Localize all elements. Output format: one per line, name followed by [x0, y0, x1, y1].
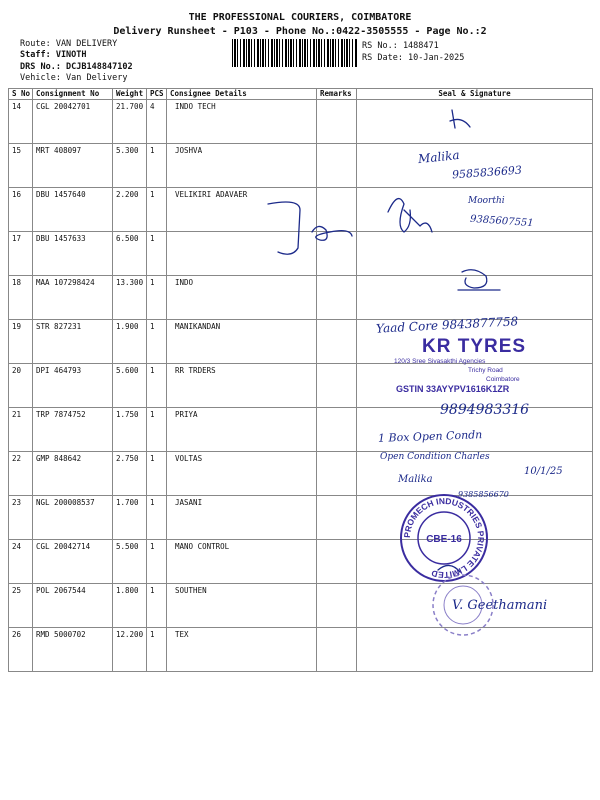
cell-consignee: JOSHVA [167, 144, 317, 188]
cell-sno: 24 [9, 540, 33, 584]
cell-consignee: VOLTAS [167, 452, 317, 496]
cell-pcs: 1 [147, 320, 167, 364]
rs-number: RS No.: 1488471 [362, 41, 439, 51]
col-sno: S No [9, 89, 33, 100]
col-consignment: Consignment No [33, 89, 113, 100]
cell-pcs: 4 [147, 100, 167, 144]
cell-pcs: 1 [147, 584, 167, 628]
hw-row17-name: Moorthi [468, 196, 505, 206]
col-weight: Weight [113, 89, 147, 100]
cell-consignment: RMD 5000702 [33, 628, 113, 672]
rs-date: RS Date: 10-Jan-2025 [362, 53, 465, 63]
col-seal-signature: Seal & Signature [357, 89, 593, 100]
cell-consignment: NGL 200008537 [33, 496, 113, 540]
hw-row15-name: Malika [417, 147, 461, 167]
cell-consignment: DBU 1457633 [33, 232, 113, 276]
cell-sno: 20 [9, 364, 33, 408]
hw-row23-name: Malika [398, 474, 433, 485]
stamp-kr-tyres-addr1: 120/3 Sree Sivasakthi Agencies [394, 358, 486, 365]
cell-weight: 5.600 [113, 364, 147, 408]
cell-pcs: 1 [147, 408, 167, 452]
cell-consignment: CGL 20042701 [33, 100, 113, 144]
cell-weight: 13.300 [113, 276, 147, 320]
cell-consignee: MANIKANDAN [167, 320, 317, 364]
cell-weight: 2.750 [113, 452, 147, 496]
cell-consignment: STR 827231 [33, 320, 113, 364]
cell-consignment: CGL 20042714 [33, 540, 113, 584]
cell-sno: 21 [9, 408, 33, 452]
cell-consignee: INDO [167, 276, 317, 320]
col-pcs: PCS [147, 89, 167, 100]
signature-row14 [450, 110, 470, 128]
cell-consignment: POL 2067544 [33, 584, 113, 628]
company-title: THE PROFESSIONAL COURIERS, COIMBATORE [188, 12, 412, 23]
hw-row19-note: Yaad Core 9843877758 [375, 314, 519, 336]
cell-sno: 17 [9, 232, 33, 276]
cell-weight: 6.500 [113, 232, 147, 276]
cell-sno: 23 [9, 496, 33, 540]
cell-weight: 5.500 [113, 540, 147, 584]
cell-weight: 2.200 [113, 188, 147, 232]
vehicle-label: Vehicle: Van Delivery [20, 73, 128, 83]
cell-pcs: 1 [147, 628, 167, 672]
cell-pcs: 1 [147, 364, 167, 408]
stamp-kr-tyres-name: KR TYRES [422, 336, 527, 357]
cell-consignee: JASANI [167, 496, 317, 540]
stamp-promech-ring-text: PROMECH INDUSTRIES PRIVATE LIMITED [401, 495, 487, 581]
hw-row17-phone: 9385607551 [469, 213, 534, 230]
cell-pcs: 1 [147, 496, 167, 540]
cell-weight: 1.800 [113, 584, 147, 628]
hw-row21-phone: 9894983316 [440, 402, 530, 418]
signature-row18-circle [458, 270, 500, 290]
cell-consignee: INDO TECH [167, 100, 317, 144]
cell-sno: 19 [9, 320, 33, 364]
signature-row17-right [388, 199, 432, 232]
cell-consignment: TRP 7874752 [33, 408, 113, 452]
hw-row23-note: Open Condition Charles [380, 452, 490, 462]
cell-weight: 12.200 [113, 628, 147, 672]
stamp-promech-center: CBE-16 [426, 534, 462, 545]
cell-pcs: 1 [147, 188, 167, 232]
cell-consignee: SOUTHEN [167, 584, 317, 628]
cell-pcs: 1 [147, 276, 167, 320]
hw-row24-phone: 9385856670 [458, 490, 509, 499]
stamp-kr-tyres-addr2: Trichy Road [468, 367, 503, 374]
cell-sno: 16 [9, 188, 33, 232]
cell-sno: 26 [9, 628, 33, 672]
cell-sno: 15 [9, 144, 33, 188]
signature-row16-17 [268, 202, 352, 254]
staff-label: Staff: VINOTH [20, 50, 87, 60]
drs-label: DRS No.: DCJB148847102 [20, 62, 133, 72]
runsheet-subtitle: Delivery Runsheet - P103 - Phone No.:0422-3505555 - Page No.:2 [113, 26, 487, 37]
cell-weight: 1.900 [113, 320, 147, 364]
cell-consignment: DPI 464793 [33, 364, 113, 408]
cell-sno: 25 [9, 584, 33, 628]
cell-sno: 14 [9, 100, 33, 144]
cell-weight: 21.700 [113, 100, 147, 144]
hw-row26-sign: V. Geethamani [452, 598, 548, 613]
cell-consignee: TEX [167, 628, 317, 672]
cell-weight: 5.300 [113, 144, 147, 188]
cell-pcs: 1 [147, 540, 167, 584]
hw-row15-phone: 9585836693 [451, 163, 523, 182]
cell-consignee: VELIKIRI ADAVAER [167, 188, 317, 232]
cell-weight: 1.750 [113, 408, 147, 452]
cell-consignee: RR TRDERS [167, 364, 317, 408]
cell-sno: 18 [9, 276, 33, 320]
hw-row22-note: 1 Box Open Condn [377, 428, 483, 445]
route-label: Route: VAN DELIVERY [20, 39, 118, 49]
cell-consignment: MRT 408097 [33, 144, 113, 188]
col-remarks: Remarks [317, 89, 357, 100]
cell-consignee: PRIYA [167, 408, 317, 452]
cell-consignment: DBU 1457640 [33, 188, 113, 232]
cell-sno: 22 [9, 452, 33, 496]
cell-consignment: MAA 107298424 [33, 276, 113, 320]
stamp-kr-tyres-addr3: Coimbatore [486, 376, 520, 383]
cell-weight: 1.700 [113, 496, 147, 540]
cell-consignment: GMP 848642 [33, 452, 113, 496]
cell-pcs: 1 [147, 452, 167, 496]
hw-row23-date: 10/1/25 [524, 466, 563, 477]
col-consignee: Consignee Details [167, 89, 317, 100]
cell-pcs: 1 [147, 232, 167, 276]
cell-pcs: 1 [147, 144, 167, 188]
cell-consignee: MANO CONTROL [167, 540, 317, 584]
stamp-kr-tyres-gstin: GSTIN 33AYYPV1616K1ZR [396, 384, 510, 394]
